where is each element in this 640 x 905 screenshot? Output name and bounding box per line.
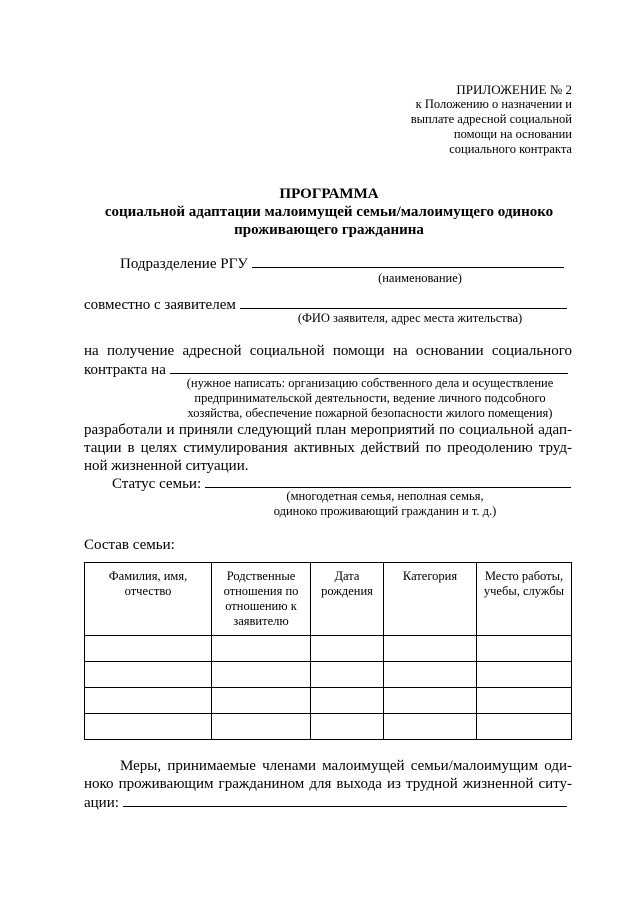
purpose-caption-line: хозяйства, обеспечение пожарной безопасности жилого помещения): [187, 406, 553, 420]
purpose-paragraph: [84, 342, 572, 360]
header-category: Категория: [384, 563, 477, 636]
table-cell[interactable]: [311, 688, 384, 714]
table-cell[interactable]: [212, 636, 311, 662]
title-line-2: социальной адаптации малоимущей семьи/малоимущего одиноко: [104, 204, 554, 220]
status-input-line[interactable]: [205, 474, 571, 488]
department-input-line[interactable]: [252, 254, 564, 268]
appendix-number: ПРИЛОЖЕНИЕ № 2: [456, 82, 572, 97]
header-birthdate: Дата рождения: [311, 563, 384, 636]
plan-text-line-2: тации в целях стимулирования активных действий по преодолению труд-: [84, 440, 572, 456]
appendix-line: социального контракта: [449, 142, 572, 156]
status-label: Статус семьи:: [112, 476, 202, 492]
table-cell[interactable]: [212, 688, 311, 714]
plan-text-line-3: ной жизненной ситуации.: [84, 458, 249, 474]
appendix-line: помощи на основании: [453, 127, 572, 141]
status-caption: [240, 489, 530, 519]
department-caption: (наименование): [378, 271, 462, 285]
table-cell[interactable]: [311, 714, 384, 740]
applicant-input-line[interactable]: [240, 295, 567, 309]
table-row: [85, 662, 572, 688]
table-cell[interactable]: [85, 688, 212, 714]
measures-row: [84, 793, 567, 812]
table-cell[interactable]: [384, 662, 477, 688]
title-line-3: проживающего гражданина: [234, 222, 424, 238]
applicant-caption: (ФИО заявителя, адрес места жительства): [297, 311, 523, 325]
measures-paragraph: [84, 757, 572, 793]
table-cell[interactable]: [477, 662, 572, 688]
purpose-caption-line: (нужное написать: организацию собственного дела и осуществление: [186, 376, 554, 390]
table-cell[interactable]: [477, 636, 572, 662]
header-fullname: Фамилия, имя, отчество: [85, 563, 212, 636]
table-cell[interactable]: [212, 662, 311, 688]
table-row: [85, 688, 572, 714]
purpose-input-line[interactable]: [170, 360, 568, 374]
measures-line-2: ноко проживающим гражданином для выхода из трудной жизненной ситу-: [84, 776, 572, 792]
table-cell[interactable]: [85, 714, 212, 740]
status-caption-line: (многодетная семья, неполная семья,: [286, 489, 484, 503]
plan-text-line-1: разработали и приняли следующий план мероприятий по социальной адап-: [84, 422, 572, 438]
purpose-text-line-2: контракта на: [84, 362, 166, 378]
appendix-line: к Положению о назначении и: [415, 97, 572, 111]
table-cell[interactable]: [477, 688, 572, 714]
appendix-header: [312, 82, 572, 157]
plan-paragraph: [84, 421, 572, 475]
table-row: [85, 714, 572, 740]
table-cell[interactable]: [384, 714, 477, 740]
family-table: [84, 562, 572, 740]
purpose-caption-line: предпринимательской деятельности, ведение личного подсобного: [194, 391, 546, 405]
table-cell[interactable]: [384, 636, 477, 662]
measures-input-line[interactable]: [123, 793, 567, 807]
purpose-caption: [170, 376, 570, 421]
table-cell[interactable]: [212, 714, 311, 740]
measures-line-1: Меры, принимаемые членами малоимущей семьи/малоимущим оди-: [120, 758, 572, 774]
table-cell[interactable]: [85, 662, 212, 688]
program-title: [84, 185, 574, 239]
appendix-line: выплате адресной социальной: [410, 112, 572, 126]
status-caption-line: одиноко проживающий гражданин и т. д.): [273, 504, 497, 518]
table-cell[interactable]: [311, 662, 384, 688]
applicant-label: совместно с заявителем: [84, 297, 236, 313]
table-cell[interactable]: [477, 714, 572, 740]
table-row: [85, 636, 572, 662]
header-relation: Родственные отношения по отношению к заявителю: [212, 563, 311, 636]
table-cell[interactable]: [384, 688, 477, 714]
measures-line-3: ации:: [84, 795, 119, 811]
purpose-text-line-1: на получение адресной социальной помощи на основании социального: [84, 343, 572, 359]
family-label: Состав семьи:: [84, 537, 175, 553]
table-header-row: [85, 563, 572, 636]
table-cell[interactable]: [85, 636, 212, 662]
department-label: Подразделение РГУ: [120, 256, 248, 272]
header-workplace: Место работы, учебы, службы: [477, 563, 572, 636]
table-cell[interactable]: [311, 636, 384, 662]
title-line-1: ПРОГРАММА: [279, 186, 379, 202]
